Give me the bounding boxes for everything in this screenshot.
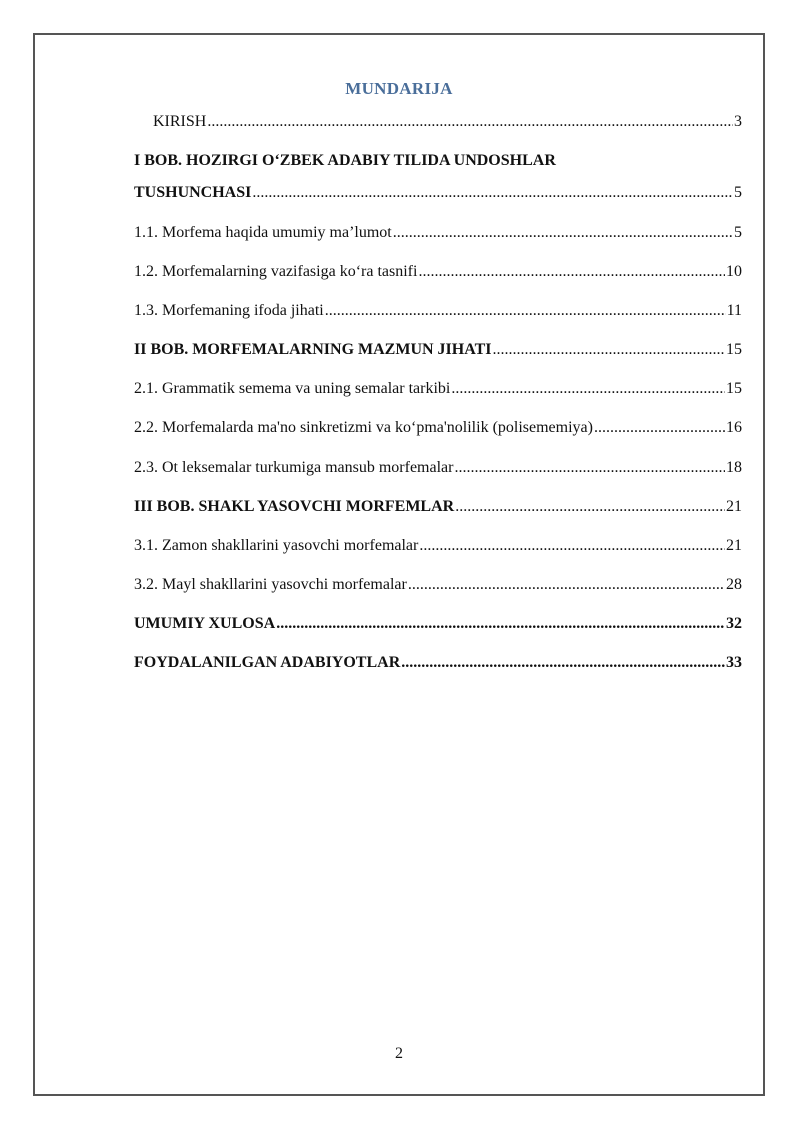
toc-entry-3-2[interactable]: 3.2. Mayl shakllarini yasovchi morfemalar ..... 28	[134, 575, 742, 595]
toc-entry-1-2[interactable]: 1.2. Morfemalarning vazifasiga ko‘ra tasnifi ..... 10	[134, 262, 742, 282]
toc-entry-chapter1[interactable]: TUSHUNCHASI ..... 5	[134, 183, 742, 203]
toc-entry-2-1[interactable]: 2.1. Grammatik semema va uning semalar tarkibi ..... 15	[134, 379, 742, 399]
toc-entry-kirish[interactable]: KIRISH ..... 3	[153, 112, 742, 132]
toc-entry-chapter1-line1[interactable]: I BOB. HOZIRGI O‘ZBEK ADABIY TILIDA UNDOSHLAR	[134, 152, 556, 169]
page-title: MUNDARIJA	[345, 79, 453, 98]
toc-entry-xulosa[interactable]: UMUMIY XULOSA ..... 32	[134, 614, 742, 634]
toc-entry-chapter3[interactable]: III BOB. SHAKL YASOVCHI MORFEMLAR ..... 21	[134, 497, 742, 517]
toc-entry-1-1[interactable]: 1.1. Morfema haqida umumiy ma’lumot ..... 5	[134, 223, 742, 243]
toc-entry-2-3[interactable]: 2.3. Ot leksemalar turkumiga mansub morfemalar ..... 18	[134, 458, 742, 478]
toc-entry-adabiyotlar[interactable]: FOYDALANILGAN ADABIYOTLAR ..... 33	[134, 653, 742, 673]
toc-entry-2-2[interactable]: 2.2. Morfemalarda ma'no sinkretizmi va ko‘pma'nolilik (polisememiya) ..... 16	[134, 418, 742, 438]
toc-entry-chapter2[interactable]: II BOB. MORFEMALARNING MAZMUN JIHATI ..... 15	[134, 340, 742, 360]
toc-entry-3-1[interactable]: 3.1. Zamon shakllarini yasovchi morfemalar ..... 21	[134, 536, 742, 556]
page-number: 2	[395, 1045, 403, 1062]
toc-entry-1-3[interactable]: 1.3. Morfemaning ifoda jihati ..... 11	[134, 301, 742, 321]
document-page	[33, 33, 765, 1096]
